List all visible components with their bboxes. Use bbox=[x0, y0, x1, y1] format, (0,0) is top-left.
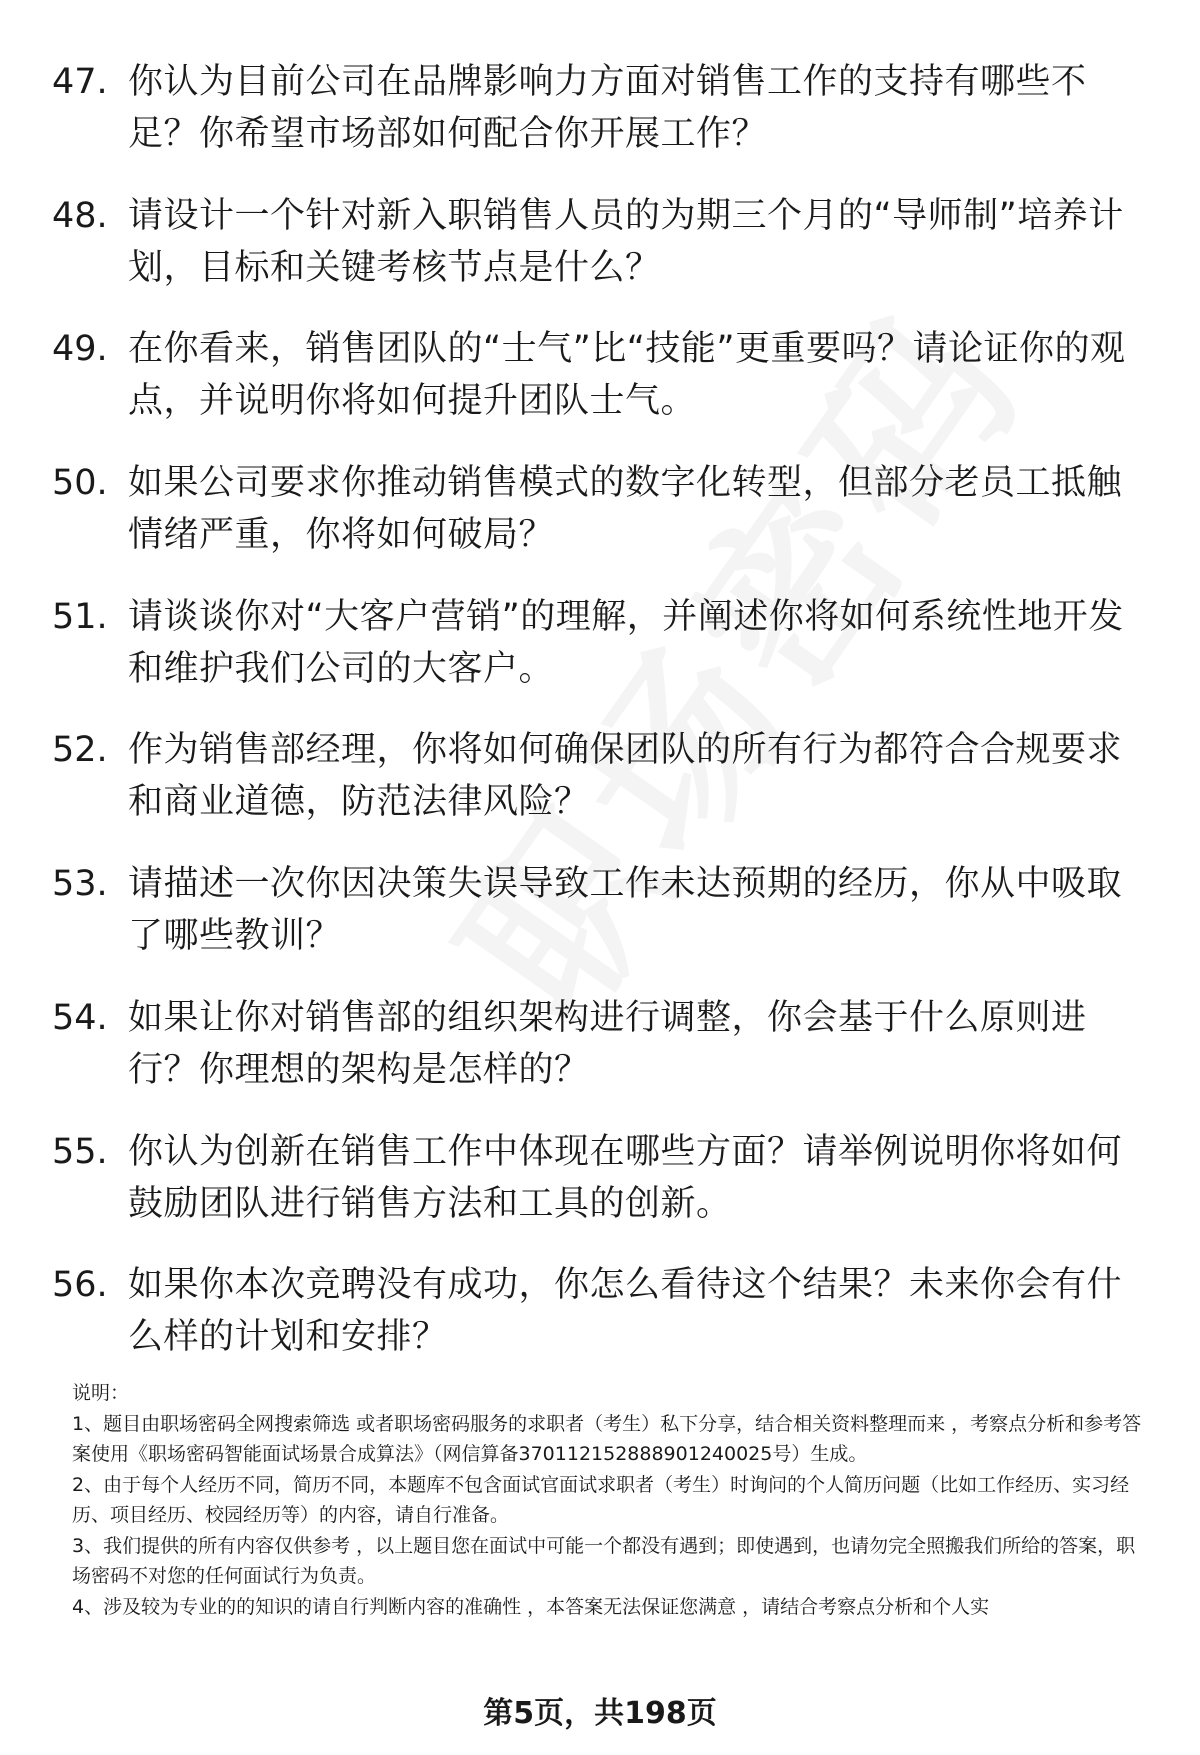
question-text: 你认为目前公司在品牌影响力方面对销售工作的支持有哪些不足？你希望市场部如何配合你开展工作？ bbox=[128, 62, 1087, 154]
question-text: 请设计一个针对新入职销售人员的为期三个月的“导师制”培养计划，目标和关键考核节点是什么？ bbox=[128, 195, 1124, 288]
question-number: 50. bbox=[52, 463, 108, 504]
question-number: 55. bbox=[52, 1131, 108, 1172]
note-item: 1、题目由职场密码全网搜索筛选 或者职场密码服务的求职者（考生）私下分享，结合相关资料整理而来 ，考察点分析和参考答案使用《职场密码智能面试场景合成算法》（网信算备370112152888901240025号）生成。 bbox=[72, 1412, 1142, 1465]
note-item: 2、由于每个人经历不同，简历不同，本题库不包含面试官面试求职者（考生）时询问的个人简历问题（比如工作经历、实习经历、项目经历、校园经历等）的内容，请自行准备。 bbox=[72, 1473, 1130, 1526]
question-item bbox=[52, 858, 1152, 992]
question-text: 如果公司要求你推动销售模式的数字化转型，但部分老员工抵触情绪严重，你将如何破局？ bbox=[128, 463, 1123, 556]
question-item bbox=[52, 56, 1152, 190]
question-text: 请描述一次你因决策失误导致工作未达预期的经历，你从中吸取了哪些教训？ bbox=[128, 864, 1123, 957]
notes-section bbox=[72, 1378, 1152, 1622]
note-item: 3、我们提供的所有内容仅供参考 ，以上题目您在面试中可能一个都没有遇到；即使遇到，也请勿完全照搬我们所给的答案，职场密码不对您的任何面试行为负责。 bbox=[72, 1534, 1136, 1587]
question-number: 56. bbox=[52, 1265, 108, 1306]
question-number: 48. bbox=[52, 195, 108, 236]
question-item bbox=[52, 190, 1152, 324]
question-text: 你认为创新在销售工作中体现在哪些方面？请举例说明你将如何鼓励团队进行销售方法和工具的创新。 bbox=[128, 1131, 1123, 1224]
question-list bbox=[52, 56, 1152, 1393]
question-item bbox=[52, 457, 1152, 591]
question-item bbox=[52, 1126, 1152, 1260]
question-item bbox=[52, 992, 1152, 1126]
question-number: 47. bbox=[52, 62, 108, 102]
question-number: 52. bbox=[52, 730, 108, 771]
question-text: 作为销售部经理，你将如何确保团队的所有行为都符合合规要求和商业道德，防范法律风险？ bbox=[128, 730, 1123, 823]
question-item bbox=[52, 724, 1152, 858]
question-item bbox=[52, 1259, 1152, 1393]
question-item bbox=[52, 323, 1152, 457]
question-number: 54. bbox=[52, 997, 108, 1038]
notes-heading: 说明： bbox=[72, 1382, 130, 1404]
question-text: 在你看来，销售团队的“士气”比“技能”更重要吗？请论证你的观点，并说明你将如何提升团队士气。 bbox=[128, 329, 1126, 422]
question-number: 49. bbox=[52, 329, 108, 370]
question-item bbox=[52, 591, 1152, 725]
page-footer: 第5页，共198页 bbox=[483, 1696, 717, 1731]
question-text: 如果让你对销售部的组织架构进行调整，你会基于什么原则进行？你理想的架构是怎样的？ bbox=[128, 997, 1087, 1090]
question-text: 如果你本次竞聘没有成功，你怎么看待这个结果？未来你会有什么样的计划和安排？ bbox=[128, 1265, 1123, 1358]
question-number: 51. bbox=[52, 596, 108, 637]
question-text: 请谈谈你对“大客户营销”的理解，并阐述你将如何系统性地开发和维护我们公司的大客户。 bbox=[128, 596, 1124, 689]
note-item: 4、涉及较为专业的的知识的请自行判断内容的准确性 ，本答案无法保证您满意 ，请结合考察点分析和个人实 bbox=[72, 1595, 990, 1618]
question-number: 53. bbox=[52, 864, 108, 905]
